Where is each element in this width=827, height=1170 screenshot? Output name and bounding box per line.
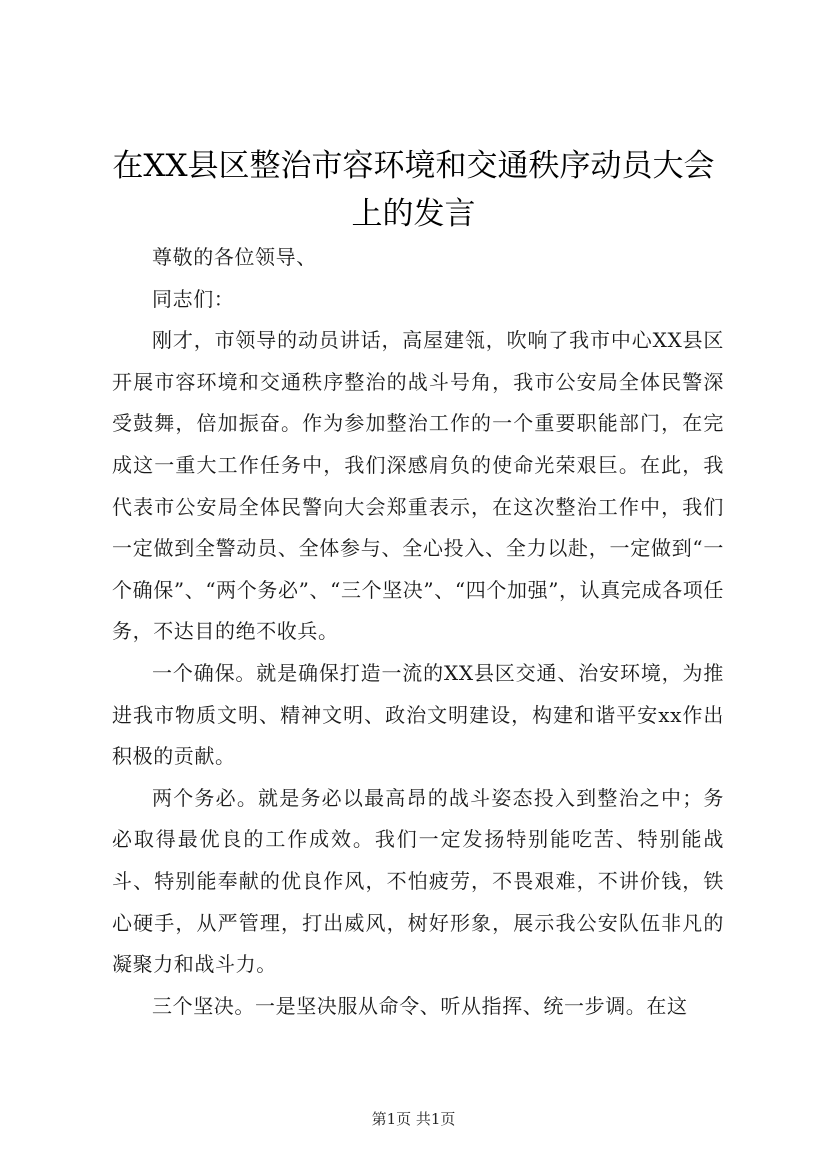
salutation-line-2: 同志们： <box>152 286 235 311</box>
document-title: 在XX县区整治市容环境和交通秩序动员大会上的发言 <box>112 148 715 232</box>
paragraph-one-guarantee: 一个确保。就是确保打造一流的XX县区交通、治安环境，为推进我市物质文明、精神文明、政治文明建设，构建和谐平安xx作出积极的贡献。 <box>112 660 724 769</box>
paragraph-three-resolves: 三个坚决。一是坚决服从命令、听从指挥、统一步调。在这 <box>152 993 688 1018</box>
paragraph-two-musts: 两个务必。就是务必以最高昂的战斗姿态投入到整治之中；务必取得最优良的工作成效。我们一定发扬特别能吃苦、特别能战斗、特别能奉献的优良作风，不怕疲劳，不畏艰难，不讲价钱，铁心硬手，从严管理，打出威风，树好形象，展示我公安队伍非凡的凝聚力和战斗力。 <box>112 785 724 977</box>
page-footer: 第1页 共1页 <box>371 1110 456 1128</box>
paragraph-intro: 刚才，市领导的动员讲话，高屋建瓴，吹响了我市中心XX县区开展市容环境和交通秩序整治的战斗号角，我市公安局全体民警深受鼓舞，倍加振奋。作为参加整治工作的一个重要职能部门，在完成这一重大工作任务中，我们深感肩负的使命光荣艰巨。在此，我代表市公安局全体民警向大会郑重表示，在这次整治工作中，我们一定做到全警动员、全体参与、全心投入、全力以赴，一定做到“一个确保”、“两个务必”、“三个坚决”、“四个加强”，认真完成各项任务，不达目的绝不收兵。 <box>112 328 724 644</box>
document-body <box>112 237 724 1027</box>
salutation-line-1: 尊敬的各位领导、 <box>152 245 317 269</box>
